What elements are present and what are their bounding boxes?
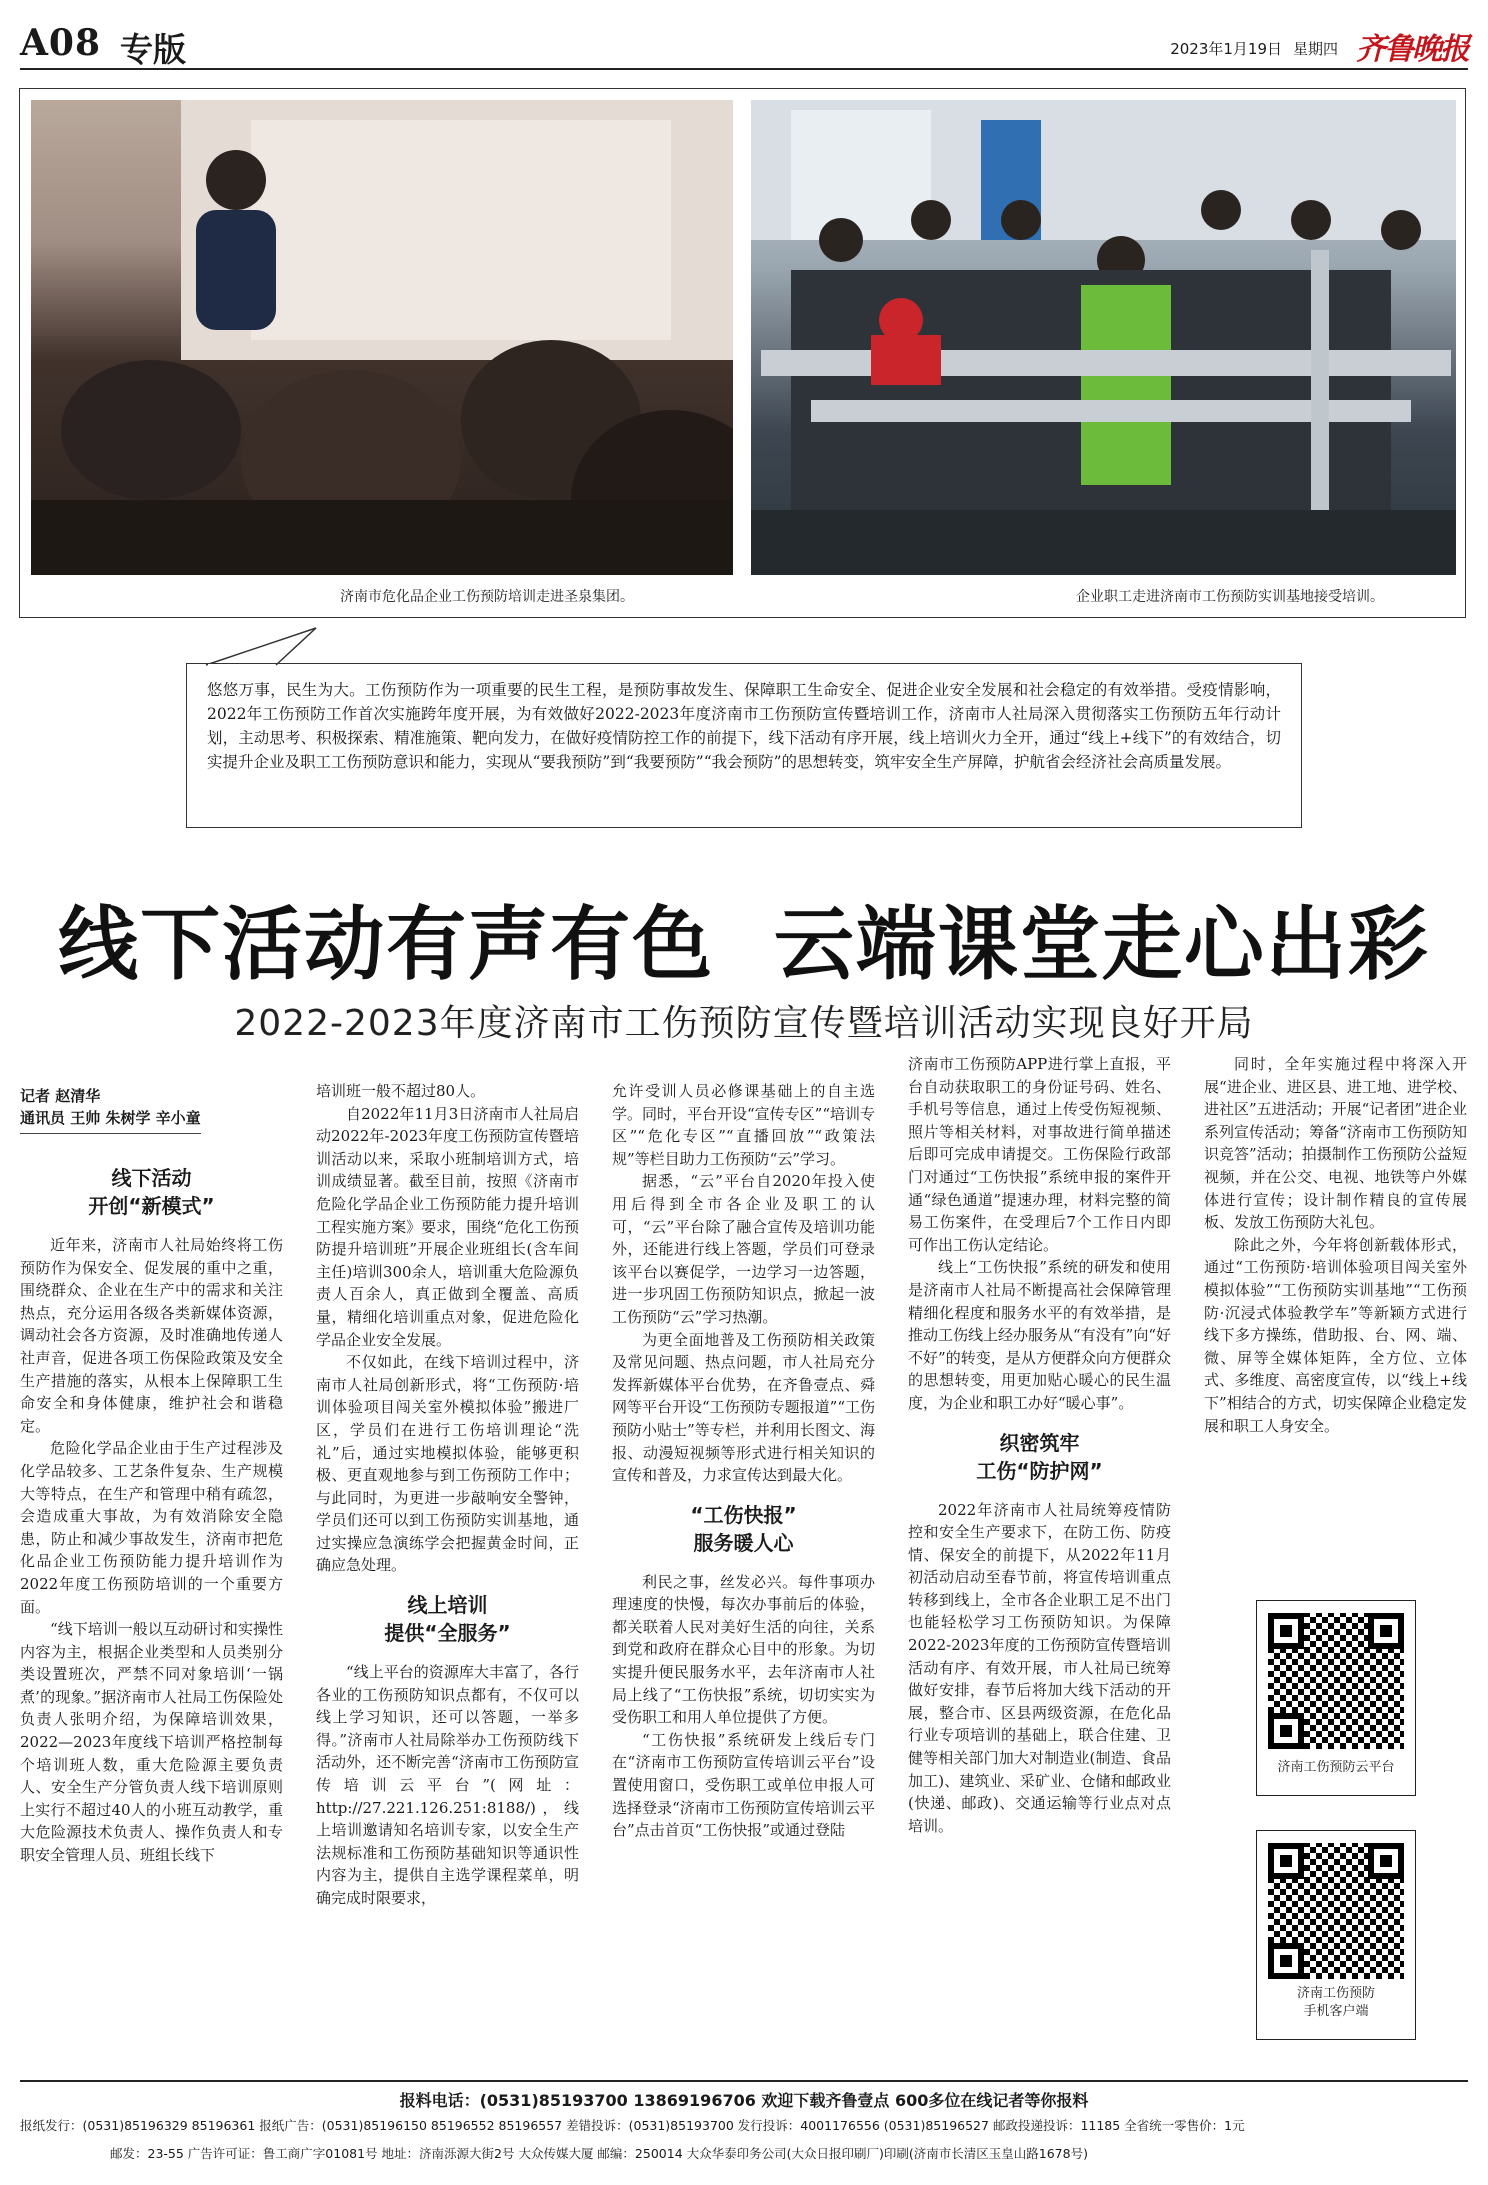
intro-summary: [186, 663, 1302, 828]
paragraph: 允许受训人员必修课基础上的自主选学。同时，平台开设“宣传专区”“培训专区”“危化专区”“直播回放”“政策法规”等栏目助力工伤预防“云”学习。: [612, 1082, 876, 1168]
photo-training-lecture: [31, 100, 733, 575]
footer-hotline: 报料电话：(0531)85193700 13869196706 欢迎下载齐鲁壹点 600多位在线记者等你报料: [399, 2091, 1089, 2110]
paragraph: 危险化学品企业由于生产过程涉及化学品较多、工艺条件复杂、生产规模大等特点，在生产和管理中稍有疏忽，会造成重大事故，为有效消除安全隐患，防止和减少事故发生，济南市把危化品企业工伤预防能力提升培训作为2022年度工伤预防培训的一个重要方面。: [20, 1439, 283, 1616]
intro-bubble-tail: [186, 626, 326, 666]
paragraph: 同时，全年实施过程中将深入开展“进企业、进区县、进工地、进学校、进社区”五进活动；开展“记者团”进企业系列宣传活动；筹备“济南市工伤预防知识竞答”活动；拍摄制作工伤预防公益短视频，并在公交、电视、地铁等户外媒体进行宣传；设计制作精良的宣传展板、发放工伤预防大礼包。: [1204, 1055, 1468, 1232]
article-column-3: [612, 1080, 875, 1842]
paragraph: 利民之事，丝发必兴。每件事项办理速度的快慢，每次办事前后的体验，都关联着人民对美好生活的向往，关系到党和政府在群众心目中的形象。为切实提升便民服务水平，去年济南市人社局上线了“工伤快报”系统，切切实实为受伤职工和用人单位提供了方便。: [612, 1572, 875, 1727]
qr-mobile-app[interactable]: [1256, 1830, 1416, 2040]
photo-training-base: [751, 100, 1456, 575]
photo-caption-right: 企业职工走进济南市工伤预防实训基地接受培训。: [1076, 589, 1384, 605]
paragraph: “线下培训一般以互动研讨和实操性内容为主，根据企业类型和人员类别分类设置班次，严禁不同对象培训‘一锅煮’的现象。”据济南市人社局工伤保险处负责人张明介绍，为保障培训效果，2022—2023年度线下培训严格控制每个培训班人数，重大危险源主要负责人、安全生产分管负责人线下培训原则上实行不超过40人的小班互动教学，重大危险源技术负责人、操作负责人和专职安全管理人员、班组长线下: [20, 1620, 283, 1865]
section-title-online: 线上培训 提供“全服务”: [384, 1593, 511, 1646]
newspaper-logo: 齐鲁晚报: [1356, 32, 1468, 67]
paragraph: 据悉，“云”平台自2020年投入使用后得到全市各企业及职工的认可，“云”平台除了融合宣传及培训功能外，还能进行线上答题，学员们可登录该平台以赛促学，一边学习一边答题，进一步巩固工伤预防知识点，掀起一波工伤预防“云”学习热潮。: [612, 1172, 875, 1326]
byline-reporter: 记者 赵清华: [20, 1087, 101, 1105]
byline-correspondents: 通讯员 王帅 朱树学 辛小童: [20, 1107, 201, 1134]
article-column-2: [316, 1080, 579, 1910]
page-section: 专版: [120, 30, 186, 69]
training-base-illustration: [751, 100, 1456, 575]
article-column-1: [20, 1085, 283, 1867]
paragraph: 除此之外，今年将创新载体形式，通过“工伤预防·培训体验项目闯关室外模拟体验”“工伤预防实训基地”“工伤预防·沉浸式体验教学车”等新颖方式进行线下多方操练，借助报、台、网、端、微、屏等全媒体矩阵，全方位、立体式、多维度、高密度宣传，以“线上+线下”相结合的方式，切实保障企业稳定发展和职工人身安全。: [1204, 1235, 1467, 1435]
paragraph: 为更全面地普及工伤预防相关政策及常见问题、热点问题，市人社局充分发挥新媒体平台优势，在齐鲁壹点、舜网等平台开设“工伤预防专题报道”“工伤预防小贴士”等专栏，并利用长图文、海报、动漫短视频等形式进行相关知识的宣传和普及，力求宣传达到最大化。: [612, 1330, 876, 1485]
footer-line-1: 报纸发行：(0531)85196329 85196361 报纸广告：(0531)85196150 85196552 85196557 差错投诉：(0531)85193700 发行投诉：4001176556 (0531)85196527 邮政投递投诉：11185 全省统一零售价：1元: [20, 2118, 1245, 2133]
article-column-5: [1204, 1053, 1467, 1437]
article-column-4: [908, 1053, 1171, 1837]
section-title-offline: 线下活动 开创“新模式”: [88, 1166, 215, 1218]
paragraph: 济南市工伤预防APP进行掌上直报，平台自动获取职工的身份证号码、姓名、手机号等信息，通过上传受伤短视频、照片等相关材料，对事故进行简单描述后即可完成申请提交。工伤保险行政部门对通过“工伤快报”系统申报的案件开通“绿色通道”提速办理，材料完整的简易工伤案件，在受理后7个工作日内即可作出工伤认定结论。: [908, 1055, 1171, 1254]
headline: 线下活动有声有色 云端课堂走心出彩: [58, 898, 1430, 991]
masthead: [20, 18, 1468, 70]
paragraph: 2022年济南市人社局统筹疫情防控和安全生产要求下，在防工伤、防疫情、保安全的前提下，从2022年11月初活动启动至春节前，将宣传培训重点转移到线上，全市各企业职工足不出门也能轻松学习工伤预防知识。为保障2022-2023年度的工伤预防宣传暨培训活动有序、有效开展，市人社局已统筹做好安排，春节后将加大线下活动的开展，整合市、区县两级资源，在危化品行业专项培训的基础上，联合住建、卫健等相关部门加大对制造业(制造、食品加工)、建筑业、采矿业、仓储和邮政业(快递、邮政)、交通运输等行业点对点培训。: [908, 1500, 1171, 1835]
paragraph: “线上平台的资源库大丰富了，各行各业的工伤预防知识点都有，不仅可以线上学习知识，还可以答题，一举多得。”济南市人社局除举办工伤预防线下活动外，还不断完善“济南市工伤预防宣传培训云平台”(网址：http://27.221.126.251:8188/)，线上培训邀请知名培训专家，以安全生产法规标准和工伤预防基础知识等通识性内容为主，提供自主选学课程菜单，明确完成时限要求，: [316, 1663, 579, 1907]
page-code: A08: [20, 22, 102, 64]
qr-label-app-line2: 手机客户端: [1257, 2003, 1415, 2021]
footer: [20, 2080, 1468, 2161]
paragraph: 近年来，济南市人社局始终将工伤预防作为保安全、促发展的重中之重，围绕群众、企业在生产中的需求和关注热点，充分运用各级各类新媒体资源，调动社会各方资源，及时准确地传递人社声音，促进各项工伤保险政策及安全生产措施的落实，从根本上保障职工生命安全和身体健康，维护社会和谐稳定。: [20, 1236, 283, 1435]
page-date: 2023年1月19日: [1170, 40, 1282, 58]
qr-cloud-platform[interactable]: [1256, 1600, 1416, 1796]
paragraph: 不仅如此，在线下培训过程中，济南市人社局创新形式，将“工伤预防·培训体验项目闯关室外模拟体验”搬进厂区，学员们在进行工伤培训理论“洗礼”后，通过实地模拟体验，能够更积极、更直观地参与到工伤预防工作中；与此同时，为更进一步敲响安全警钟，学员们还可以到工伤预防实训基地，通过实操应急演练学会把握黄金时间，正确应急处理。: [316, 1353, 579, 1575]
intro-text: 悠悠万事，民生为大。工伤预防作为一项重要的民生工程，是预防事故发生、保障职工生命安全、促进企业安全发展和社会稳定的有效举措。受疫情影响，2022年工伤预防工作首次实施跨年度开展，为有效做好2022-2023年度济南市工伤预防宣传暨培训工作，济南市人社局深入贯彻落实工伤预防五年行动计划，主动思考、积极探索、精准施策、靶向发力，在做好疫情防控工作的前提下，线下活动有序开展，线上培训火力全开，通过“线上+线下”的有效结合，切实提升企业及职工工伤预防意识和能力，实现从“要我预防”到“我要预防”“我会预防”的思想转变，筑牢安全生产屏障，护航省会经济社会高质量发展。: [207, 681, 1281, 771]
lecture-scene-illustration: [31, 100, 733, 575]
page-weekday: 星期四: [1292, 40, 1338, 58]
section-title-quick-report: “工伤快报” 服务暖人心: [690, 1502, 797, 1555]
paragraph: 培训班一般不超过80人。: [316, 1082, 486, 1100]
paragraph: 自2022年11月3日济南市人社局启动2022年-2023年度工伤预防宣传暨培训活动以来，采取小班制培训方式，培训成绩显著。截至目前，按照《济南市危险化学品企业工伤预防能力提升培训工程实施方案》要求，围绕“危化工伤预防提升培训班”开展企业班组长(含车间主任)培训300余人，培训重大危险源负责人百余人，真正做到全覆盖、高质量，精细化培训重点对象，促进危险化学品企业安全发展。: [316, 1104, 579, 1349]
photo-frame: [19, 88, 1466, 618]
subheadline: 2022-2023年度济南市工伤预防宣传暨培训活动实现良好开局: [234, 1003, 1254, 1044]
photo-caption-left: 济南市危化品企业工伤预防培训走进圣泉集团。: [340, 589, 634, 605]
paragraph: 线上“工伤快报”系统的研发和使用是济南市人社局不断提高社会保障管理精细化程度和服务水平的有效举措，是推动工伤线上经办服务从“有没有”向“好不好”的转变，是从方便群众向方便群众的思想转变，用更加贴心暖心的民生温度，为企业和职工办好“暖心事”。: [908, 1258, 1172, 1412]
paragraph: “工伤快报”系统研发上线后专门在“济南市工伤预防宣传培训云平台”设置使用窗口，受伤职工或单位申报人可选择登录“济南市工伤预防宣传培训云平台”点击首页“工伤快报”或通过登陆: [612, 1730, 875, 1840]
section-title-protection: 织密筑牢 工伤“防护网”: [976, 1430, 1103, 1483]
qr-label-cloud: 济南工伤预防云平台: [1257, 1755, 1415, 1781]
qr-label-app-line1: 济南工伤预防: [1257, 1985, 1415, 2003]
footer-line-2: 邮发：23-55 广告许可证：鲁工商广字01081号 地址：济南泺源大街2号 大众传媒大厦 邮编：250014 大众华泰印务公司(大众日报印刷厂)印刷(济南市长清区玉皇山路1678号): [110, 2146, 1088, 2161]
